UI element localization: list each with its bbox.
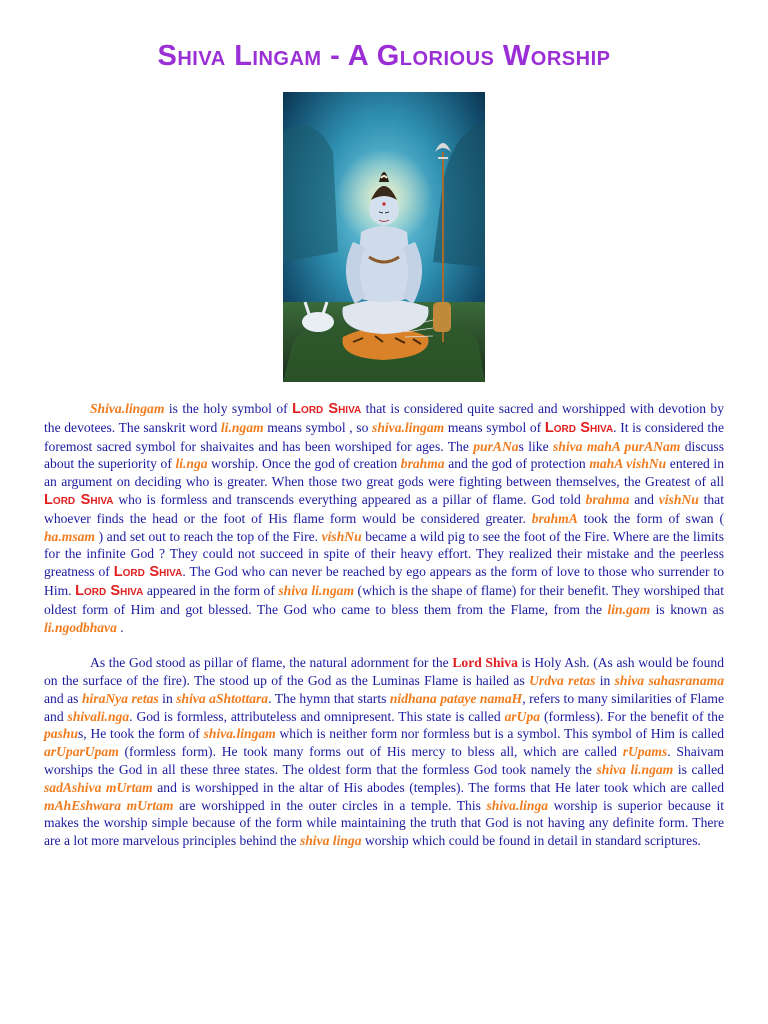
- body-text-run: that is considered quite sacred and worshipped with devotion by the devotees. The sanskrit word: [44, 401, 724, 435]
- body-text-run: is known as: [650, 601, 724, 617]
- deity-name: Lord Shiva: [452, 655, 518, 671]
- sanskrit-term: purANa: [473, 438, 519, 454]
- body-text-run: worship which could be found in detail in standard scriptures.: [361, 833, 701, 849]
- sanskrit-term: li.nga: [175, 456, 208, 472]
- body-text-run: (formless). For the benefit of the: [540, 708, 724, 724]
- sanskrit-term: shiva aShtottara: [176, 690, 269, 706]
- body-text-run: . It is considered the foremost sacred symbol for shaivaites and has been worshiped for ages. The: [44, 419, 724, 454]
- sanskrit-term: brahmA: [531, 510, 578, 526]
- deity-name: Lord Shiva: [75, 582, 144, 599]
- body-text-run: that whoever finds the head or the foot of His flame form would be considered greater.: [44, 491, 724, 526]
- sanskrit-term: shiva li.ngam: [596, 761, 674, 777]
- body-text-run: who is formless and transcends everything appeared as a pillar of flame. God told: [113, 491, 586, 507]
- body-text-run: is the holy symbol of: [164, 401, 293, 416]
- sanskrit-term: arUparUpam: [44, 744, 119, 760]
- sanskrit-term: shiva.lingam: [372, 419, 445, 435]
- body-text-run: . Shaivam worships the God in all these three states. The oldest form that the formless God took namely the: [44, 744, 725, 777]
- article-body: [44, 400, 724, 868]
- body-text-run: and is worshipped in the altar of His abodes (temples). The forms that He later took which are called: [152, 779, 724, 795]
- body-text-run: worship is superior because it makes the worship simple because of the form while maintaining the truth that God is not having any definite form. There are a lot more marvelous principles behind the: [44, 797, 725, 849]
- deity-name: Lord Shiva: [544, 419, 614, 436]
- body-text-run: and the god of protection: [444, 456, 590, 472]
- body-text-run: appeared in the form of: [143, 582, 279, 598]
- body-text-run: is called: [673, 761, 724, 777]
- sanskrit-term: shiva.linga: [486, 797, 549, 813]
- body-text-run: .: [116, 619, 124, 635]
- body-text-run: , refers to many similarities of Flame and: [44, 690, 724, 724]
- body-text-run: and: [629, 491, 659, 507]
- body-text-run: s like: [518, 438, 553, 454]
- sanskrit-term: shiva sahasranama: [614, 672, 724, 688]
- body-text-run: in: [158, 690, 177, 706]
- sanskrit-term: arUpa: [504, 708, 541, 724]
- page-title: Shiva Lingam - A Glorious Worship: [157, 40, 611, 72]
- sanskrit-term: vishNu: [321, 528, 362, 544]
- sanskrit-term: Urdva retas: [529, 672, 596, 688]
- sanskrit-term: sadAshiva mUrtam: [44, 779, 153, 795]
- sanskrit-term: li.ngam: [220, 419, 264, 435]
- body-text-run: ) and set out to reach the top of the Fire.: [95, 528, 322, 544]
- sanskrit-term: shiva mahA purANam: [553, 438, 681, 454]
- body-text-run: worship. Once the god of creation: [207, 456, 401, 472]
- sanskrit-term: brahma: [400, 456, 445, 472]
- body-text-run: is Holy Ash. (As ash would be found on the surface of the fire). The stood up of the God as the Luminas Flame is hailed as: [44, 655, 724, 688]
- body-text-run: s, He took the form of: [78, 726, 204, 742]
- sanskrit-term: nidhana pataye namaH: [389, 690, 523, 706]
- deity-name: Lord Shiva: [113, 564, 183, 581]
- body-text-run: . God is formless, attributeless and omnipresent. This state is called: [129, 708, 505, 724]
- body-text-run: means symbol , so: [263, 419, 373, 435]
- sanskrit-term: vishNu: [658, 491, 699, 507]
- body-text-run: became a wild pig to see the foot of the Fire. Where are the limits for the infinite God ? They could not succeed in spite of their heavy effort. They realized their mistake and the peerless greatness of: [44, 528, 725, 580]
- sanskrit-term: mahA vishNu: [589, 456, 667, 472]
- sanskrit-term: mAhEshwara mUrtam: [44, 797, 174, 813]
- body-text-run: discuss about the superiority of: [44, 438, 724, 472]
- body-text-run: (which is the shape of flame) for their benefit. They worshiped that oldest form of Him and got blessed. The God who came to bless them from the Flame, from the: [44, 582, 724, 617]
- sanskrit-term: Shiva.lingam: [90, 401, 165, 416]
- deity-name: Lord Shiva: [292, 401, 362, 417]
- body-text-run: took the form of swan (: [577, 510, 724, 526]
- sanskrit-term: ha.msam: [44, 528, 95, 544]
- sanskrit-term: pashu: [44, 726, 79, 742]
- body-text-run: means symbol of: [444, 419, 545, 435]
- sanskrit-term: rUpams: [622, 744, 668, 760]
- sanskrit-term: brahma: [585, 491, 630, 507]
- sanskrit-term: shiva.lingam: [203, 726, 276, 742]
- lord-shiva-meditating-illustration: [283, 92, 485, 382]
- body-text-run: . The God who can never be reached by ego appears as the form of love to those who surrender to Him.: [44, 564, 725, 598]
- sanskrit-term: li.ngodbhava: [44, 619, 117, 635]
- body-text-run: which is neither form nor formless but is a symbol. This symbol of Him is called: [275, 726, 724, 742]
- sanskrit-term: lin.gam: [607, 601, 651, 617]
- body-text-run: . The hymn that starts: [268, 690, 390, 706]
- sanskrit-term: shiva li.ngam: [278, 582, 355, 598]
- sanskrit-term: shivali.nga: [67, 708, 130, 724]
- paragraph-1: [44, 400, 724, 636]
- body-text-run: (formless form). He took many forms out of His mercy to bless all, which are called: [118, 744, 623, 760]
- body-text-run: As the God stood as pillar of flame, the natural adornment for the: [90, 655, 453, 671]
- sanskrit-term: hiraNya retas: [81, 690, 159, 706]
- body-text-run: are worshipped in the outer circles in a temple. This: [173, 797, 487, 813]
- deity-name: Lord Shiva: [44, 491, 114, 508]
- paragraph-2: [44, 654, 724, 850]
- body-text-run: in: [595, 672, 615, 688]
- body-text-run: entered in an argument on deciding who is greater. When those two great gods were fighting between themselves, the Greatest of all: [44, 456, 724, 490]
- body-text-run: and as: [44, 690, 82, 706]
- sanskrit-term: shiva linga: [299, 833, 362, 849]
